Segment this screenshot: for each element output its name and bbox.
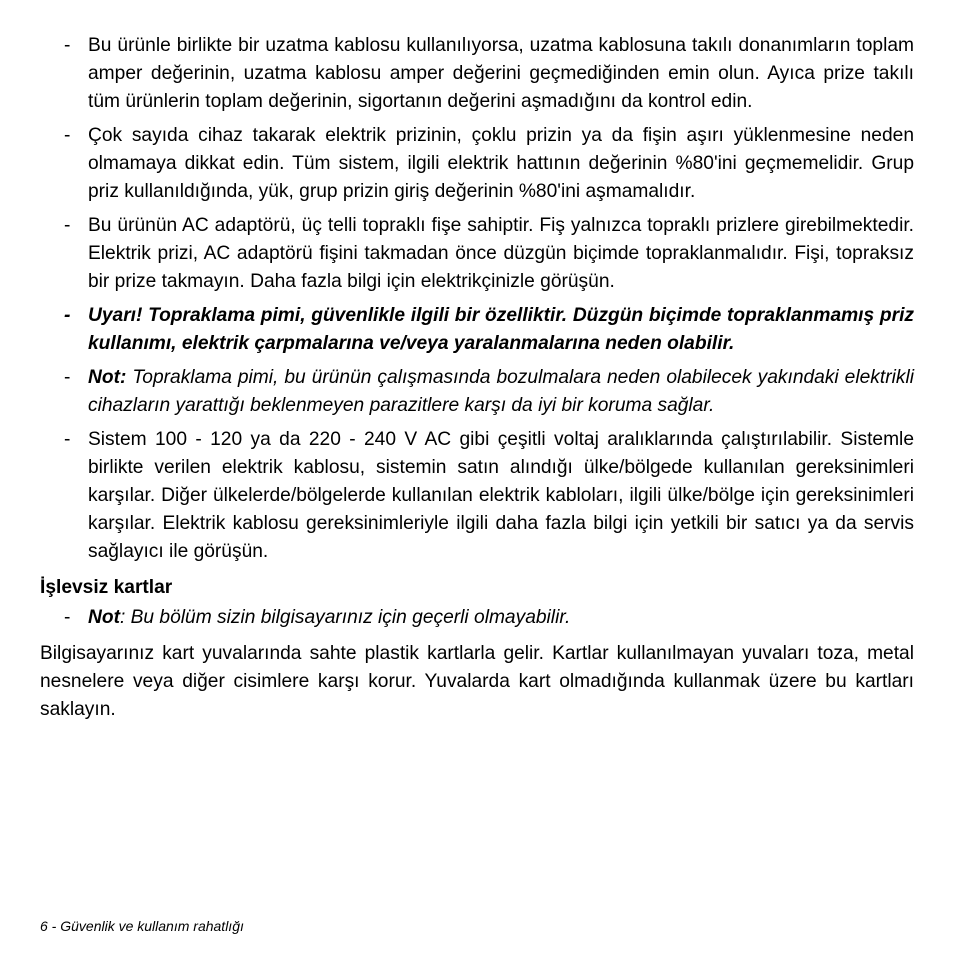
bullet-dash: - (64, 607, 71, 628)
list-item (40, 122, 914, 206)
bullet-dash: - (64, 35, 71, 56)
list-item (40, 426, 914, 566)
document-page (40, 32, 914, 724)
note-label: Not: (88, 367, 127, 388)
page-footer: 6 - Güvenlik ve kullanım rahatlığı (40, 918, 244, 934)
note-item (40, 604, 914, 632)
bullet-text: Sistem 100 - 120 ya da 220 - 240 V AC gibi çeşitli voltaj aralıklarında çalıştırılabilir. Sistemle birlikte verilen elektrik kablosu, sistemin satın alındığı ülke/bölgede kullanılan gereksinimleri karşılar. Diğer ülkelerde/bölgelerde kullanılan elektrik kabloları, ilgili ülke/bölge için gereksinimleri karşılar. Elektrik kablosu gereksinimleriyle ilgili daha fazla bilgi için yetkili bir satıcı ya da servis sağlayıcı ile görüşün. (88, 429, 914, 562)
section-paragraph: Bilgisayarınız kart yuvalarında sahte plastik kartlarla gelir. Kartlar kullanılmayan yuvaları toza, metal nesnelere veya diğer cisimlere karşı korur. Yuvalarda kart olmadığında kullanmak üzere bu kartları saklayın. (40, 643, 914, 720)
section-note-list (40, 604, 914, 632)
bullet-text: Bu ürünün AC adaptörü, üç telli topraklı fişe sahiptir. Fiş yalnızca topraklı prizlere girebilmektedir. Elektrik prizi, AC adaptörü fişini takmadan önce düzgün biçimde topraklanmalıdır. Fişi, topraksız bir prize takmayın. Daha fazla bilgi için elektrikçinizle görüşün. (88, 215, 914, 292)
list-item (40, 212, 914, 296)
bullet-dash: - (64, 367, 71, 388)
note-text: Topraklama pimi, bu ürünün çalışmasında bozulmalara neden olabilecek yakındaki elektrikli cihazların yarattığı beklenmeyen parazitlere karşı da iyi bir koruma sağlar. (88, 367, 914, 416)
safety-bullet-list (40, 32, 914, 566)
warning-text: Uyarı! Topraklama pimi, güvenlikle ilgili bir özelliktir. Düzgün biçimde topraklanmamış priz kullanımı, elektrik çarpmalarına ve/veya yaralanmalarına neden olabilir. (88, 305, 914, 354)
section-heading: İşlevsiz kartlar (40, 577, 173, 598)
bullet-dash: - (64, 305, 71, 326)
bullet-dash: - (64, 125, 71, 146)
note-text: : Bu bölüm sizin bilgisayarınız için geçerli olmayabilir. (119, 607, 571, 628)
bullet-dash: - (64, 429, 71, 450)
note-item (40, 364, 914, 420)
bullet-text: Çok sayıda cihaz takarak elektrik prizinin, çoklu prizin ya da fişin aşırı yüklenmesine neden olmamaya dikkat edin. Tüm sistem, ilgili elektrik hattının değerinin %80'ini geçmemelidir. Grup priz kullanıldığında, yük, grup prizin giriş değerinin %80'ini aşmamalıdır. (88, 125, 914, 202)
note-label: Not (88, 607, 120, 628)
warning-item (40, 302, 914, 358)
bullet-dash: - (64, 215, 71, 236)
list-item (40, 32, 914, 116)
bullet-text: Bu ürünle birlikte bir uzatma kablosu kullanılıyorsa, uzatma kablosuna takılı donanımların toplam amper değerinin, uzatma kablosu amper değerini geçmediğinden emin olun. Ayıca prize takılı tüm ürünlerin toplam değerinin, sigortanın değerini aşmadığını da kontrol edin. (88, 35, 914, 112)
